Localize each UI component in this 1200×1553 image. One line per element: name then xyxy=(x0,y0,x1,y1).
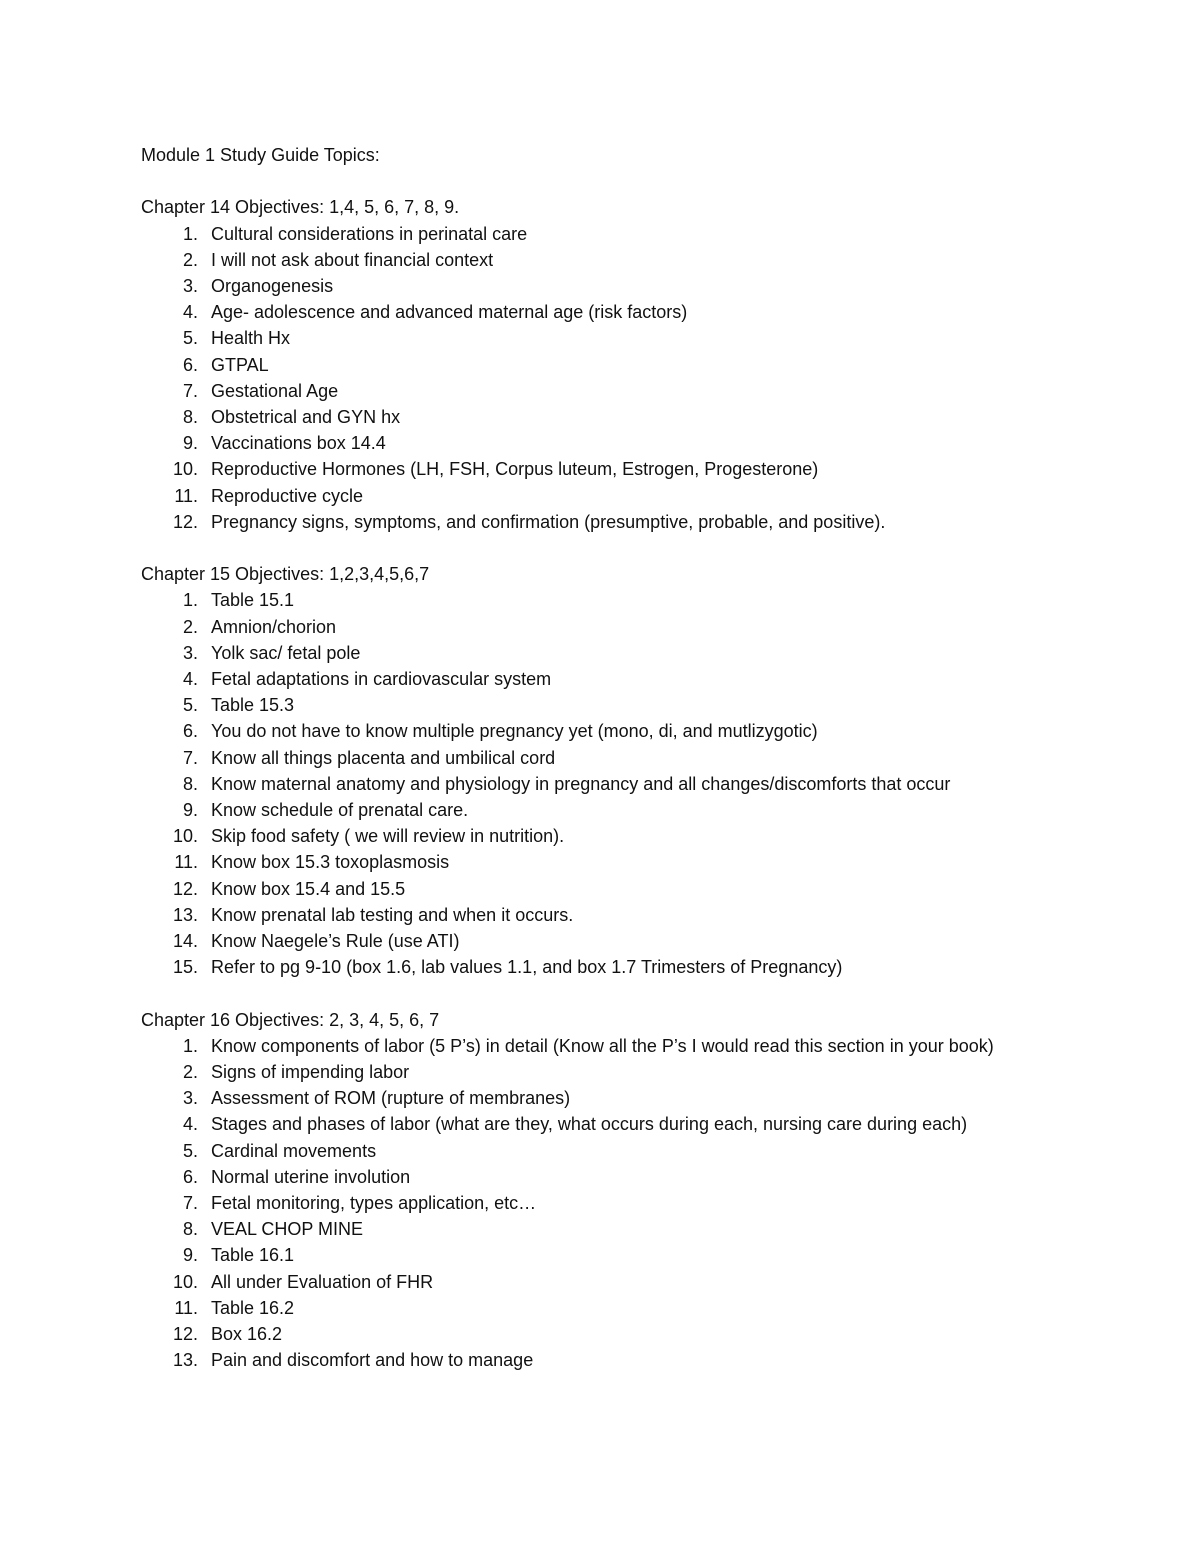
list-item xyxy=(141,378,1091,404)
list-item xyxy=(141,797,1091,823)
list-item-number: 14. xyxy=(172,931,198,952)
list-item-text: Table 15.1 xyxy=(211,590,295,611)
topic-list xyxy=(141,587,1091,980)
list-item-text: Yolk sac/ fetal pole xyxy=(211,642,361,663)
list-item xyxy=(141,430,1091,456)
list-item xyxy=(141,1059,1091,1085)
list-item-number: 10. xyxy=(172,1271,198,1292)
list-item-text: Table 16.2 xyxy=(211,1297,295,1318)
list-item xyxy=(141,325,1091,351)
list-item xyxy=(141,954,1091,980)
list-item xyxy=(141,614,1091,640)
list-item-number: 3. xyxy=(182,276,198,296)
list-item-number: 10. xyxy=(172,826,198,847)
list-item xyxy=(141,587,1091,613)
list-item-text: Know box 15.4 and 15.5 xyxy=(211,878,406,899)
list-item xyxy=(141,692,1091,718)
list-item-text: Fetal adaptations in cardiovascular system xyxy=(211,669,552,690)
list-item-text: Skip food safety ( we will review in nutrition). xyxy=(211,826,565,847)
list-item-number: 8. xyxy=(182,773,198,794)
spacer xyxy=(141,168,1091,194)
list-item xyxy=(141,1033,1091,1059)
list-item-text: Table 16.1 xyxy=(211,1245,295,1266)
list-item xyxy=(141,1242,1091,1268)
list-item xyxy=(141,1269,1091,1295)
list-item-number: 7. xyxy=(182,747,198,768)
chapter-section xyxy=(141,194,1091,561)
list-item-text: Reproductive Hormones (LH, FSH, Corpus luteum, Estrogen, Progesterone) xyxy=(211,459,819,480)
list-item-text: Know components of labor (5 P’s) in detail (Know all the P’s I would read this section in your book) xyxy=(211,1035,994,1056)
list-item-text: Age- adolescence and advanced maternal age (risk factors) xyxy=(211,302,688,323)
list-item-number: 5. xyxy=(182,1140,198,1161)
list-item-text: You do not have to know multiple pregnancy yet (mono, di, and mutlizygotic) xyxy=(211,721,818,742)
list-item-text: Stages and phases of labor (what are they, what occurs during each, nursing care during each) xyxy=(211,1114,968,1135)
spacer xyxy=(141,535,1091,561)
spacer xyxy=(141,980,1091,1006)
list-item xyxy=(141,666,1091,692)
list-item xyxy=(141,1295,1091,1321)
list-item-number: 13. xyxy=(172,904,198,925)
list-item-number: 4. xyxy=(182,669,198,690)
list-item-number: 12. xyxy=(172,878,198,899)
list-item-number: 9. xyxy=(182,800,198,821)
list-item-text: Organogenesis xyxy=(211,276,334,296)
list-item-number: 5. xyxy=(182,695,198,716)
list-item-text: Signs of impending labor xyxy=(211,1062,410,1083)
list-item xyxy=(141,1190,1091,1216)
list-item-number: 6. xyxy=(182,1166,198,1187)
list-item xyxy=(141,1216,1091,1242)
list-item-text: Reproductive cycle xyxy=(211,485,364,506)
list-item-number: 6. xyxy=(182,721,198,742)
list-item xyxy=(141,1111,1091,1137)
list-item-number: 3. xyxy=(182,1088,198,1109)
list-item-text: Know box 15.3 toxoplasmosis xyxy=(211,852,450,873)
list-item xyxy=(141,902,1091,928)
list-item-text: Health Hx xyxy=(211,328,291,349)
list-item xyxy=(141,745,1091,771)
list-item-number: 1. xyxy=(182,1035,198,1056)
chapter-heading: Chapter 14 Objectives: 1,4, 5, 6, 7, 8, 9. xyxy=(141,197,460,218)
list-item-number: 9. xyxy=(182,1245,198,1266)
list-item-number: 13. xyxy=(172,1350,198,1371)
list-item-text: Obstetrical and GYN hx xyxy=(211,407,401,428)
list-item xyxy=(141,247,1091,273)
list-item-number: 2. xyxy=(182,1062,198,1083)
topic-list xyxy=(141,1033,1091,1374)
list-item-number: 5. xyxy=(182,328,198,349)
list-item-number: 12. xyxy=(172,1324,198,1345)
list-item xyxy=(141,1138,1091,1164)
list-item-text: Normal uterine involution xyxy=(211,1166,411,1187)
list-item-number: 12. xyxy=(172,511,198,532)
list-item-text: VEAL CHOP MINE xyxy=(211,1219,364,1240)
list-item xyxy=(141,771,1091,797)
list-item-number: 8. xyxy=(182,407,198,428)
list-item-text: Know schedule of prenatal care. xyxy=(211,800,469,821)
list-item xyxy=(141,273,1091,299)
list-item-text: Fetal monitoring, types application, etc… xyxy=(211,1193,537,1214)
list-item xyxy=(141,456,1091,482)
list-item-text: GTPAL xyxy=(211,354,269,375)
list-item xyxy=(141,509,1091,535)
list-item xyxy=(141,928,1091,954)
list-item xyxy=(141,849,1091,875)
list-item-number: 7. xyxy=(182,1193,198,1214)
list-item-text: Box 16.2 xyxy=(211,1324,283,1345)
list-item-number: 4. xyxy=(182,1114,198,1135)
list-item-text: Cultural considerations in perinatal care xyxy=(211,223,528,244)
sections-container xyxy=(141,194,1091,1373)
list-item-number: 1. xyxy=(182,590,198,611)
list-item-text: Amnion/chorion xyxy=(211,616,337,637)
list-item-text: Know prenatal lab testing and when it occurs. xyxy=(211,904,574,925)
list-item-text: Refer to pg 9-10 (box 1.6, lab values 1.1, and box 1.7 Trimesters of Pregnancy) xyxy=(211,957,843,978)
list-item-number: 4. xyxy=(182,302,198,323)
list-item-number: 9. xyxy=(182,433,198,454)
list-item-text: Assessment of ROM (rupture of membranes) xyxy=(211,1088,571,1109)
list-item-number: 11. xyxy=(174,485,198,506)
list-item-text: I will not ask about financial context xyxy=(211,249,494,270)
list-item xyxy=(141,352,1091,378)
list-item-text: Gestational Age xyxy=(211,380,339,401)
list-item-text: Vaccinations box 14.4 xyxy=(211,433,386,454)
list-item-text: Know Naegele’s Rule (use ATI) xyxy=(211,931,460,952)
chapter-heading: Chapter 15 Objectives: 1,2,3,4,5,6,7 xyxy=(141,564,430,585)
list-item-number: 6. xyxy=(182,354,198,375)
list-item-number: 15. xyxy=(172,957,198,978)
list-item xyxy=(141,404,1091,430)
list-item-number: 8. xyxy=(182,1219,198,1240)
list-item-text: Cardinal movements xyxy=(211,1140,377,1161)
list-item-number: 11. xyxy=(174,1297,198,1318)
chapter-section xyxy=(141,1007,1091,1374)
list-item-number: 2. xyxy=(182,249,198,270)
list-item-number: 10. xyxy=(172,459,198,480)
topic-list xyxy=(141,221,1091,535)
list-item xyxy=(141,876,1091,902)
list-item-number: 1. xyxy=(182,223,198,244)
chapter-section xyxy=(141,561,1091,1006)
list-item-text: Pregnancy signs, symptoms, and confirmation (presumptive, probable, and positive). xyxy=(211,511,886,532)
document-title: Module 1 Study Guide Topics: xyxy=(141,145,380,165)
list-item-number: 11. xyxy=(174,852,198,873)
list-item xyxy=(141,483,1091,509)
list-item-number: 2. xyxy=(182,616,198,637)
list-item-text: Know maternal anatomy and physiology in pregnancy and all changes/discomforts that occur xyxy=(211,773,951,794)
list-item-number: 3. xyxy=(182,642,198,663)
list-item xyxy=(141,1085,1091,1111)
list-item-text: Pain and discomfort and how to manage xyxy=(211,1350,534,1371)
list-item xyxy=(141,299,1091,325)
document-body xyxy=(141,142,1091,1374)
list-item-text: Table 15.3 xyxy=(211,695,295,716)
list-item xyxy=(141,640,1091,666)
list-item xyxy=(141,1347,1091,1373)
list-item xyxy=(141,1321,1091,1347)
list-item-number: 7. xyxy=(182,380,198,401)
chapter-heading: Chapter 16 Objectives: 2, 3, 4, 5, 6, 7 xyxy=(141,1009,440,1030)
list-item-text: Know all things placenta and umbilical cord xyxy=(211,747,556,768)
list-item xyxy=(141,1164,1091,1190)
list-item-text: All under Evaluation of FHR xyxy=(211,1271,434,1292)
list-item xyxy=(141,221,1091,247)
list-item xyxy=(141,718,1091,744)
list-item xyxy=(141,823,1091,849)
